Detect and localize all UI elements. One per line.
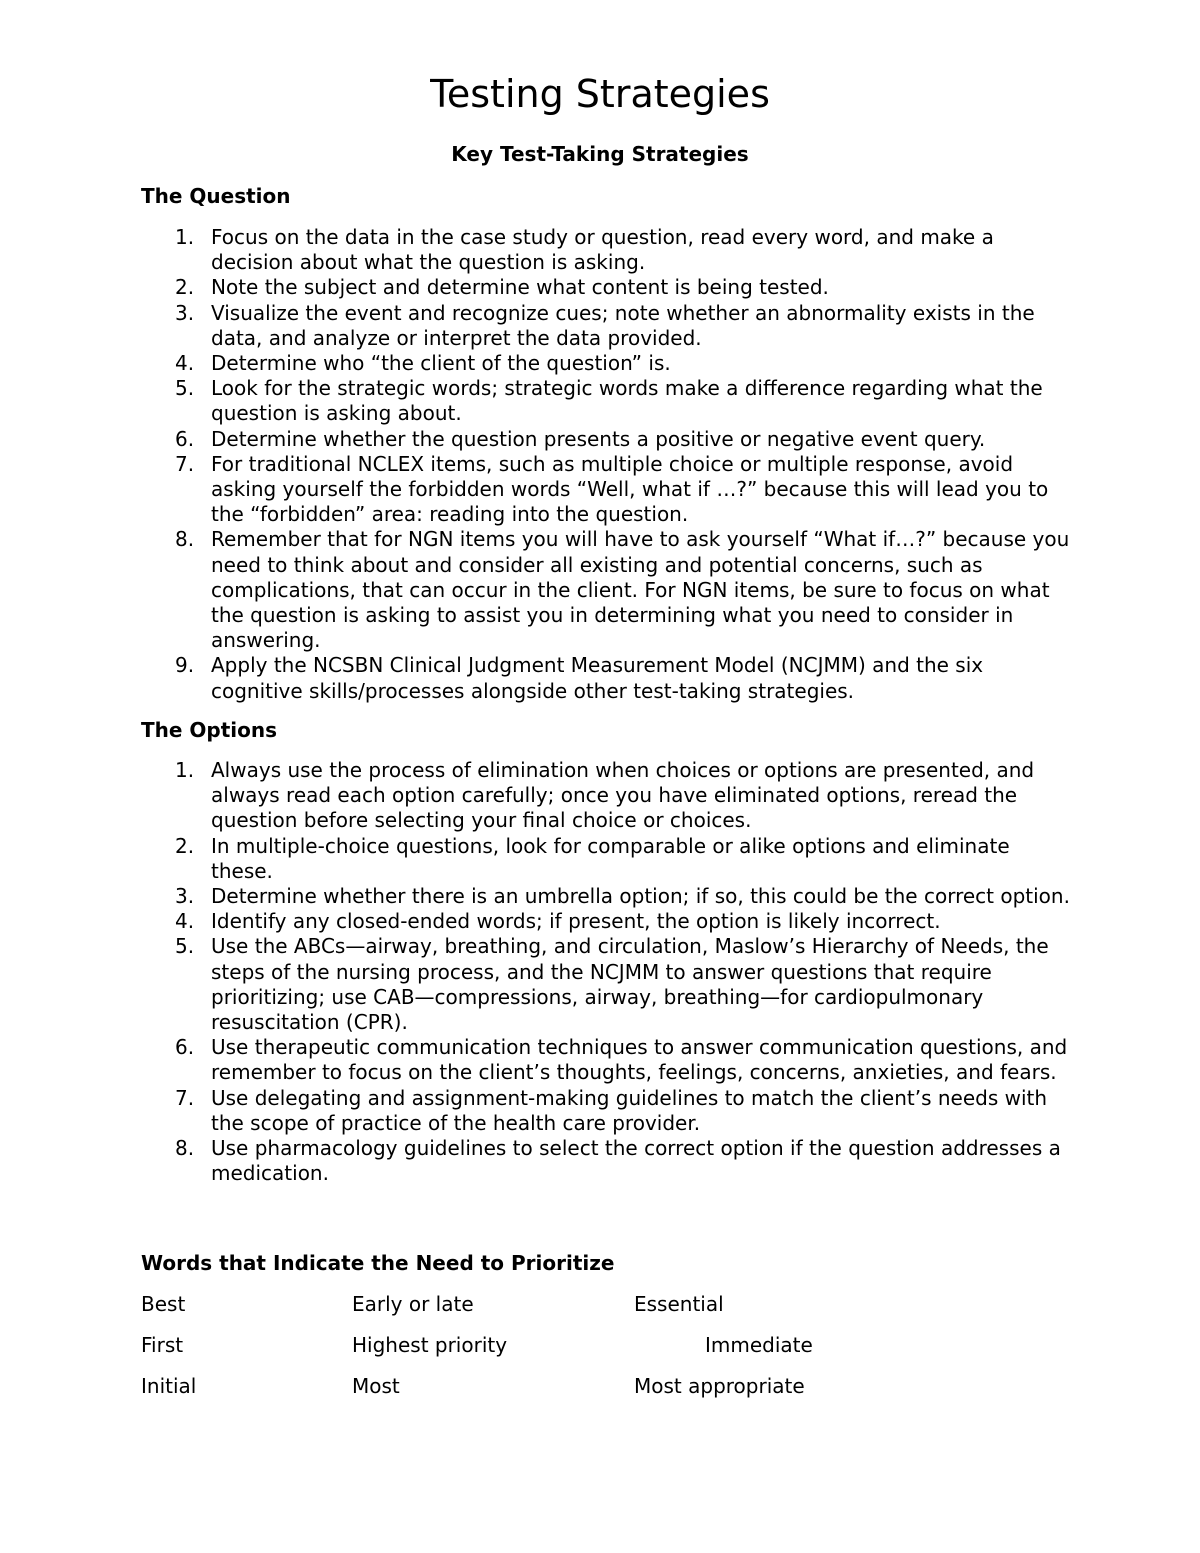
item-number: 4. (175, 351, 195, 376)
question-strategy-list (141, 225, 1071, 704)
item-text: Determine whether the question presents a positive or negative event query. (211, 426, 986, 451)
list-item (141, 427, 1071, 452)
document-subtitle: Key Test-Taking Strategies (451, 142, 749, 166)
list-item (141, 834, 1071, 884)
item-number: 7. (175, 1085, 195, 1110)
document-title: Testing Strategies (430, 72, 770, 116)
list-item (141, 275, 1071, 300)
item-number: 8. (175, 527, 195, 552)
list-item (141, 452, 1071, 528)
list-item (141, 225, 1071, 275)
item-text: Use the ABCs—airway, breathing, and circulation, Maslow’s Hierarchy of Needs, the steps of the nursing process, and the NCJMM to answer questions that require prioritizing; use CAB—compressions, airway, breathing—for cardiopulmonary resuscitation (CPR). (211, 934, 1049, 1035)
item-text: Always use the process of elimination when choices or options are presented, and always read each option carefully; once you have eliminated options, reread the question before selecting your final choice or choices. (211, 758, 1035, 833)
item-number: 3. (175, 300, 195, 325)
item-number: 3. (175, 884, 195, 909)
list-item (141, 351, 1071, 376)
item-number: 1. (175, 225, 195, 249)
item-text: Apply the NCSBN Clinical Judgment Measurement Model (NCJMM) and the six cognitive skills/processes alongside other test-taking strategies. (211, 653, 984, 703)
item-text: Focus on the data in the case study or question, read every word, and make a decision about what the question is asking. (211, 225, 994, 275)
item-text: Determine who “the client of the question” is. (211, 351, 671, 376)
item-number: 8. (175, 1136, 195, 1161)
item-text: Use therapeutic communication techniques to answer communication questions, and remember to focus on the client’s thoughts, feelings, concerns, anxieties, and fears. (211, 1035, 1068, 1085)
list-item (141, 653, 1071, 703)
item-number: 1. (175, 758, 195, 782)
item-number: 7. (175, 451, 195, 476)
priority-word: Initial (141, 1374, 197, 1398)
item-number: 6. (175, 426, 195, 451)
priority-word: Most (352, 1374, 400, 1398)
item-text: Note the subject and determine what content is being tested. (211, 275, 829, 300)
item-number: 4. (175, 909, 195, 934)
item-text: In multiple-choice questions, look for comparable or alike options and eliminate these. (211, 833, 1010, 883)
list-item (141, 301, 1071, 351)
options-section-heading: The Options (141, 718, 278, 742)
list-item (141, 376, 1071, 426)
priority-word: First (141, 1333, 184, 1357)
options-strategy-list (141, 758, 1071, 1186)
item-number: 5. (175, 934, 195, 959)
list-item (141, 1136, 1071, 1186)
item-text: For traditional NCLEX items, such as multiple choice or multiple response, avoid asking yourself the forbidden words “Well, what if …?” because this will lead you to the “forbidden” area: reading into the question. (211, 451, 1049, 527)
item-text: Visualize the event and recognize cues; note whether an abnormality exists in the data, and analyze or interpret the data provided. (211, 300, 1035, 350)
item-number: 9. (175, 653, 195, 678)
item-text: Look for the strategic words; strategic words make a difference regarding what the question is asking about. (211, 376, 1043, 426)
priority-word: Early or late (352, 1292, 474, 1316)
item-text: Use delegating and assignment-making guidelines to match the client’s needs with the scope of practice of the health care provider. (211, 1085, 1048, 1135)
item-text: Remember that for NGN items you will have to ask yourself “What if…?” because you need to think about and consider all existing and potential concerns, such as complications, that can occur in the client. For NGN items, be sure to focus on what the question is asking to assist you in determining what you need to consider in answering. (211, 527, 1070, 653)
priority-word: Best (141, 1292, 186, 1316)
list-item (141, 527, 1071, 653)
item-text: Identify any closed-ended words; if present, the option is likely incorrect. (211, 909, 941, 934)
item-number: 6. (175, 1035, 195, 1060)
priority-word: Most appropriate (634, 1374, 805, 1398)
question-section-heading: The Question (141, 184, 291, 208)
list-item (141, 758, 1071, 834)
list-item (141, 1086, 1071, 1136)
priority-word: Essential (634, 1292, 724, 1316)
list-item (141, 884, 1071, 909)
item-text: Determine whether there is an umbrella option; if so, this could be the correct option. (211, 884, 1070, 909)
item-number: 2. (175, 833, 195, 858)
item-number: 2. (175, 275, 195, 300)
list-item (141, 934, 1071, 1035)
priority-words-heading: Words that Indicate the Need to Prioritize (141, 1251, 615, 1275)
list-item (141, 1035, 1071, 1085)
priority-word: Highest priority (352, 1333, 508, 1357)
item-text: Use pharmacology guidelines to select the correct option if the question addresses a medication. (211, 1136, 1061, 1186)
priority-word: Immediate (705, 1333, 813, 1357)
list-item (141, 909, 1071, 934)
item-number: 5. (175, 376, 195, 401)
